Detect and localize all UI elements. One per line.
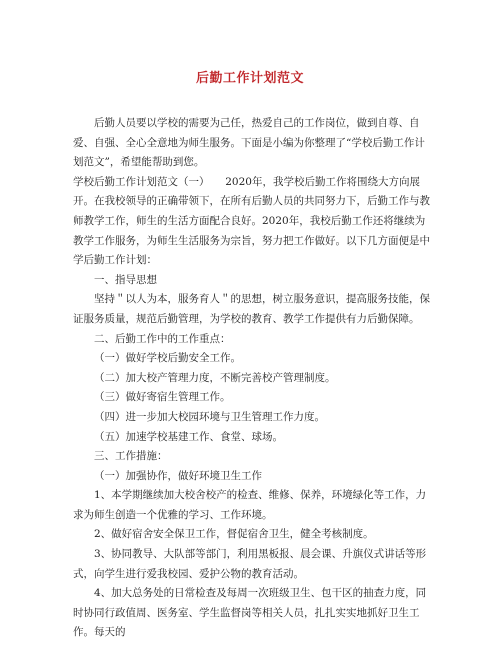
- section-heading: 二、后勤工作中的工作重点：: [94, 332, 231, 345]
- section-heading: 三、工作措施：: [94, 450, 168, 463]
- document-body: [73, 114, 433, 643]
- list-item: （四）进一步加大校园环境与卫生管理工作力度。: [94, 410, 325, 423]
- measure-paragraph: 1、本学期继续加大校舍校产的检查、维修、保养，环境绿化等工作，力求为师生创造一个优雅的学习、工作环境。: [73, 489, 427, 521]
- measure-paragraph: 4、加大总务处的日常检查及每周一次班级卫生、包干区的抽查力度，同时协同行政值周、医务室、学生监督岗等相关人员，扎扎实实地抓好卫生工作。每天的: [73, 587, 427, 639]
- measure-paragraph: 3、协同教导、大队部等部门，利用黑板报、晨会课、升旗仪式讲话等形式，向学生进行爱我校园、爱护公物的教育活动。: [73, 548, 427, 580]
- section-heading: 一、指导思想: [94, 273, 157, 286]
- intro-paragraph: 后勤人员要以学校的需要为己任，热爱自己的工作岗位，做到自尊、自爱、自强、全心全意地为师生服务。下面是小编为你整理了“学校后勤工作计划范文”，希望能帮助到您。: [73, 117, 425, 169]
- plan-paragraph: 学校后勤工作计划范文（一） 2020年，我学校后勤工作将围绕大方向展开。在我校领导的正确带领下，在所有后勤人员的共同努力下，后勤工作与教师教学工作，师生的生活方面配合良好。2020年，我校后勤工作还将继续为教学工作服务，为师生生活服务为宗旨，努力把工作做好。以下几方面便是中学后勤工作计划：: [73, 175, 430, 267]
- guiding-thought-paragraph: 坚持＂以人为本，服务育人＂的思想，树立服务意识，提高服务技能，保证服务质量，规范后勤管理，为学校的教育、教学工作提供有力后勤保障。: [73, 293, 430, 325]
- list-item: （一）做好学校后勤安全工作。: [94, 352, 241, 365]
- list-item: （三）做好寄宿生管理工作。: [94, 391, 231, 404]
- measure-paragraph: 2、做好宿舍安全保卫工作，督促宿舍卫生，健全考核制度。: [94, 528, 374, 541]
- list-item: （五）加速学校基建工作、食堂、球场。: [94, 430, 283, 443]
- subsection-heading: （一）加强协作，做好环境卫生工作: [94, 469, 262, 482]
- list-item: （二）加大校产管理力度，不断完善校产管理制度。: [94, 371, 336, 384]
- document-title: 后勤工作计划范文: [195, 71, 304, 86]
